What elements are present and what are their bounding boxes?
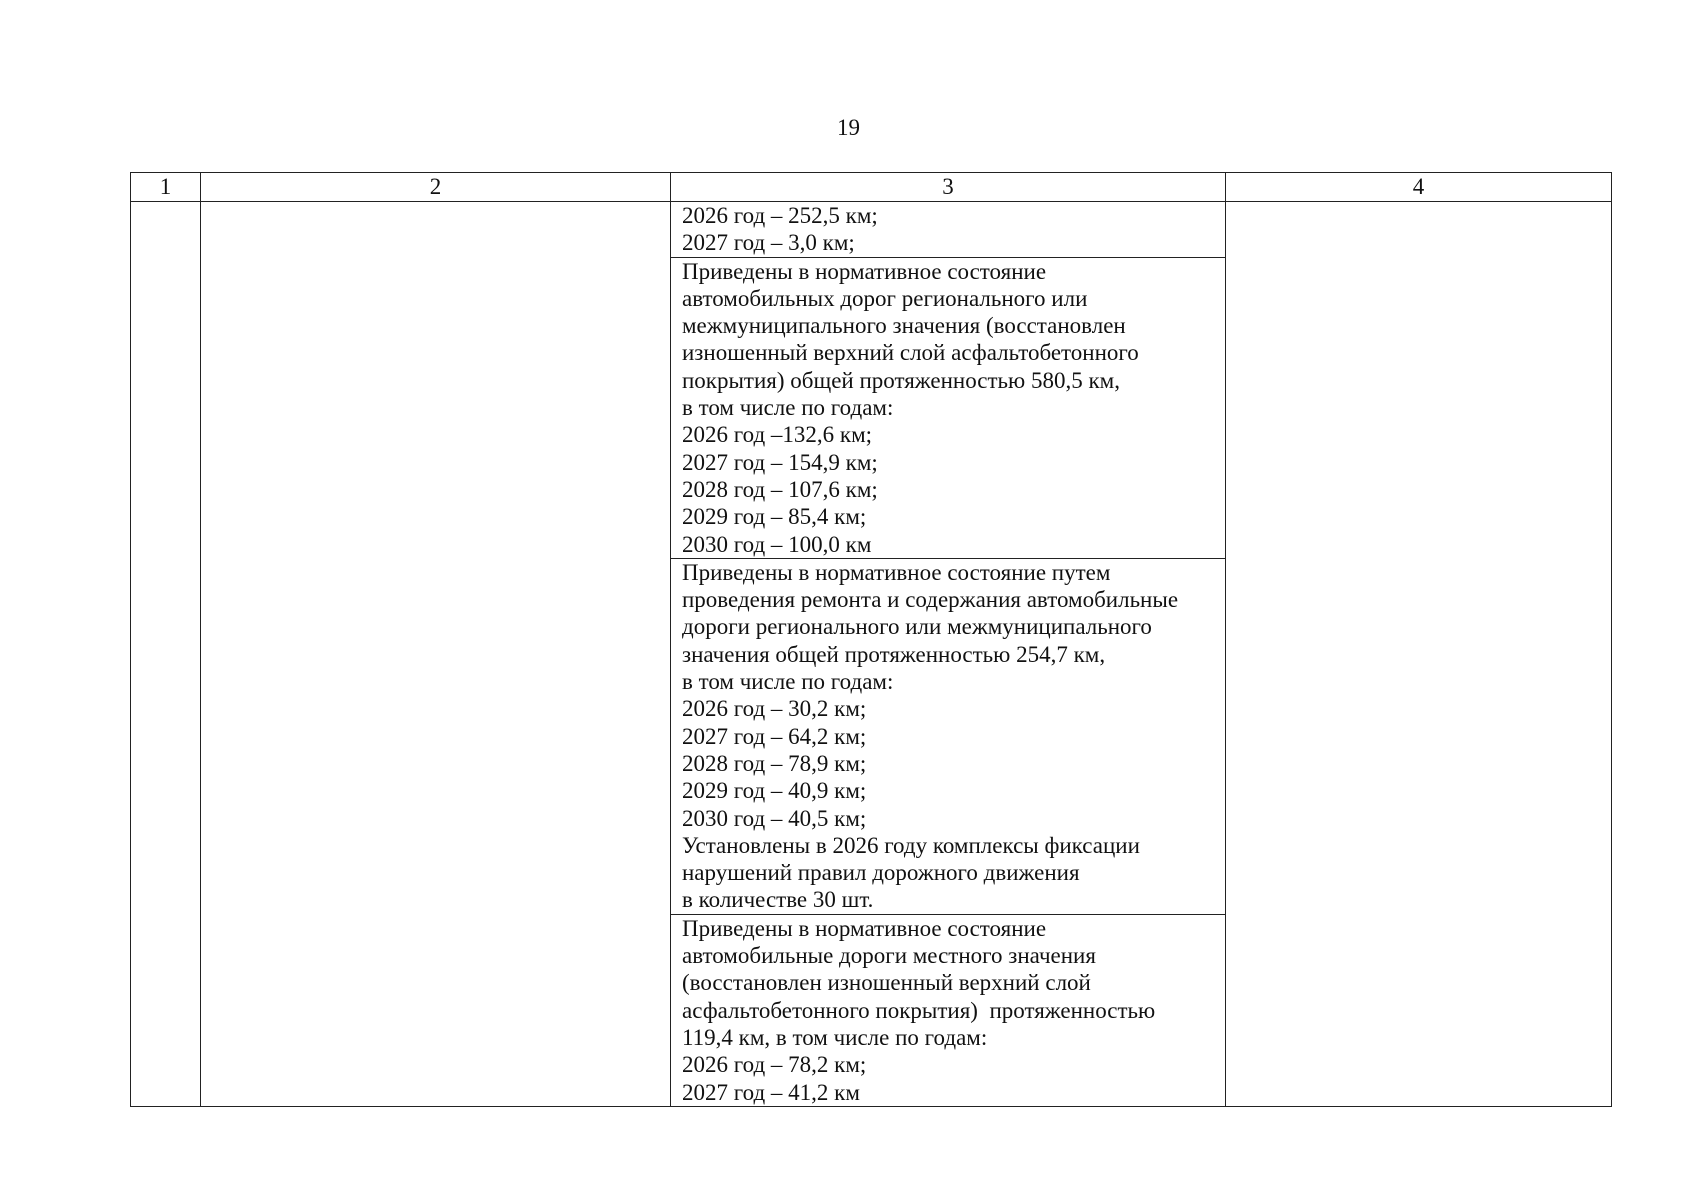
- cell-text-block: [671, 559, 1225, 914]
- text-line: покрытия) общей протяженностью 580,5 км,: [682, 367, 1120, 393]
- text-line: 2029 год – 40,9 км;: [682, 778, 867, 804]
- table-cell-col-4: [1226, 202, 1612, 1107]
- page-number: 19: [837, 115, 860, 140]
- cell-text-block: [671, 258, 1225, 558]
- cell-text-block: [671, 202, 1225, 257]
- text-line: изношенный верхний слой асфальтобетонного: [682, 340, 1139, 366]
- table-cell-col-3-block-1: [671, 202, 1226, 258]
- table-row: [131, 202, 1612, 258]
- text-line: 2030 год – 40,5 км;: [682, 805, 867, 831]
- text-line: 2029 год – 85,4 км;: [682, 504, 867, 530]
- text-line: автомобильные дороги местного значения: [682, 943, 1096, 969]
- text-line: Приведены в нормативное состояние: [682, 258, 1047, 284]
- table-cell-col-3-block-2: [671, 257, 1226, 558]
- text-line: Приведены в нормативное состояние: [682, 915, 1047, 941]
- text-line: 2026 год – 252,5 км;: [682, 203, 878, 228]
- text-line: Установлены в 2026 году комплексы фиксации: [682, 832, 1140, 858]
- table-cell-col-1: [131, 202, 201, 1107]
- text-line: 119,4 км, в том числе по годам:: [682, 1024, 988, 1050]
- text-line: в том числе по годам:: [682, 669, 894, 695]
- column-header-2: 2: [201, 173, 671, 202]
- text-line: 2026 год – 30,2 км;: [682, 696, 867, 722]
- text-line: межмуниципального значения (восстановлен: [682, 313, 1126, 339]
- text-line: 2028 год – 78,9 км;: [682, 750, 867, 776]
- text-line: значения общей протяженностью 254,7 км,: [682, 641, 1106, 667]
- table-cell-col-3-block-4: [671, 914, 1226, 1106]
- text-line: 2027 год – 41,2 км: [682, 1079, 860, 1105]
- text-line: 2027 год – 64,2 км;: [682, 723, 867, 749]
- cell-text-block: [671, 915, 1225, 1106]
- text-line: 2028 год – 107,6 км;: [682, 476, 878, 502]
- text-line: 2026 год –132,6 км;: [682, 422, 873, 448]
- text-line: 2027 год – 154,9 км;: [682, 449, 878, 475]
- table-cell-col-3-block-3: [671, 558, 1226, 914]
- text-line: автомобильных дорог регионального или: [682, 285, 1088, 311]
- table-header-row: [131, 173, 1612, 202]
- table-cell-col-2: [201, 202, 671, 1107]
- data-table: [130, 172, 1612, 1107]
- text-line: 2026 год – 78,2 км;: [682, 1052, 867, 1078]
- text-line: асфальтобетонного покрытия) протяженностью: [682, 997, 1156, 1023]
- text-line: в том числе по годам:: [682, 395, 894, 421]
- column-header-4: 4: [1226, 173, 1612, 202]
- text-line: 2027 год – 3,0 км;: [682, 230, 855, 256]
- text-line: проведения ремонта и содержания автомобильные: [682, 587, 1179, 613]
- text-line: 2030 год – 100,0 км: [682, 531, 872, 557]
- column-header-3: 3: [671, 173, 1226, 202]
- column-header-1: 1: [131, 173, 201, 202]
- text-line: дороги регионального или межмуниципального: [682, 614, 1152, 640]
- text-line: Приведены в нормативное состояние путем: [682, 559, 1111, 585]
- text-line: нарушений правил дорожного движения: [682, 860, 1080, 886]
- text-line: в количестве 30 шт.: [682, 887, 874, 913]
- text-line: (восстановлен изношенный верхний слой: [682, 970, 1091, 996]
